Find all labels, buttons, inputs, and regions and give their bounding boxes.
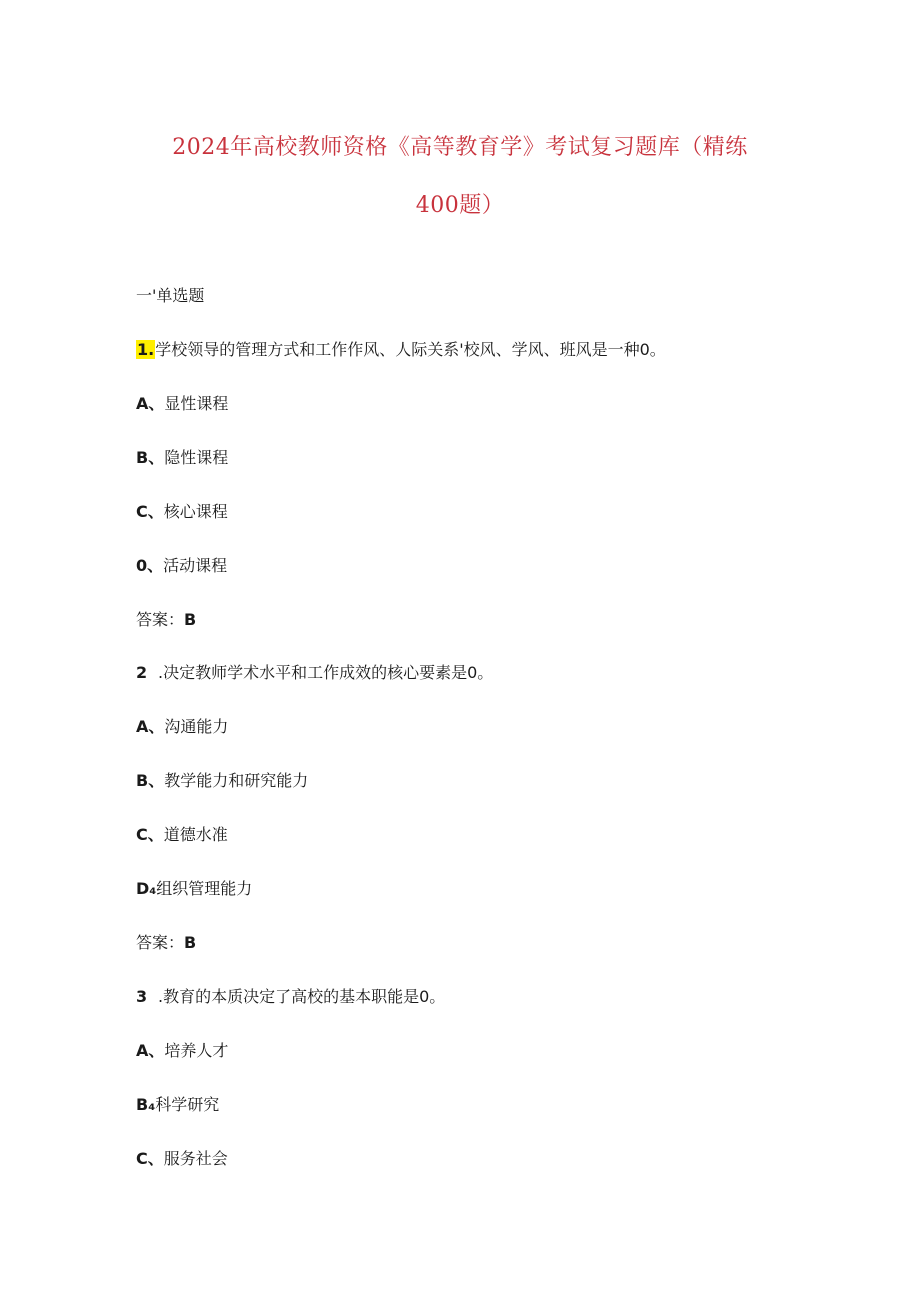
question-2 [136,662,493,684]
question-3-option-a [136,1040,228,1062]
answer-label: 答案： [136,933,185,952]
option-text: 沟通能力 [164,717,229,736]
question-2-stem: .决定教师学术水平和工作成效的核心要素是0。 [158,663,494,682]
option-text: 活动课程 [163,556,228,575]
question-1-option-d [136,555,227,577]
question-2-option-a [136,716,228,738]
option-text: 组织管理能力 [156,879,253,898]
option-text: 道德水准 [163,825,228,844]
option-text: 显性课程 [164,394,229,413]
option-text: 核心课程 [163,502,228,521]
question-1 [136,339,666,361]
option-label: A、 [136,394,165,413]
option-label: D₄ [136,879,157,898]
question-3-option-c [136,1148,228,1170]
question-2-option-b [136,770,308,792]
question-2-number: 2 [136,663,148,682]
answer-label: 答案： [136,610,185,629]
document-title-line-2: 400题） [415,193,505,218]
option-text: 隐性课程 [164,448,229,467]
option-text: 科学研究 [155,1095,220,1114]
question-1-stem: 学校领导的管理方式和工作作风、人际关系'校风、学风、班风是一种0。 [155,340,666,359]
question-2-answer [136,932,196,954]
option-label: C、 [136,1149,164,1168]
question-1-answer [136,609,196,631]
question-1-number: 1. [137,340,155,359]
option-label: C、 [136,825,164,844]
question-1-option-c [136,501,228,523]
option-label: B、 [136,771,165,790]
question-3-stem: .教育的本质决定了高校的基本职能是0。 [158,987,446,1006]
question-3-number: 3 [136,987,148,1006]
option-label: B₄ [136,1095,156,1114]
section-heading: 一'单选题 [136,286,205,305]
question-2-option-d [136,878,252,900]
document-title-line-1: 2024年高校教师资格《高等教育学》考试复习题库（精练 [172,135,748,160]
option-label: A、 [136,717,165,736]
answer-value: B [184,933,197,952]
option-text: 教学能力和研究能力 [164,771,309,790]
question-1-option-a [136,393,228,415]
option-label: B、 [136,448,165,467]
option-label: 0、 [136,556,164,575]
question-3-option-b [136,1094,219,1116]
option-text: 服务社会 [163,1149,228,1168]
answer-value: B [184,610,197,629]
option-label: C、 [136,502,164,521]
option-text: 培养人才 [164,1041,229,1060]
question-1-option-b [136,447,228,469]
question-3 [136,986,445,1008]
option-label: A、 [136,1041,165,1060]
question-2-option-c [136,824,228,846]
